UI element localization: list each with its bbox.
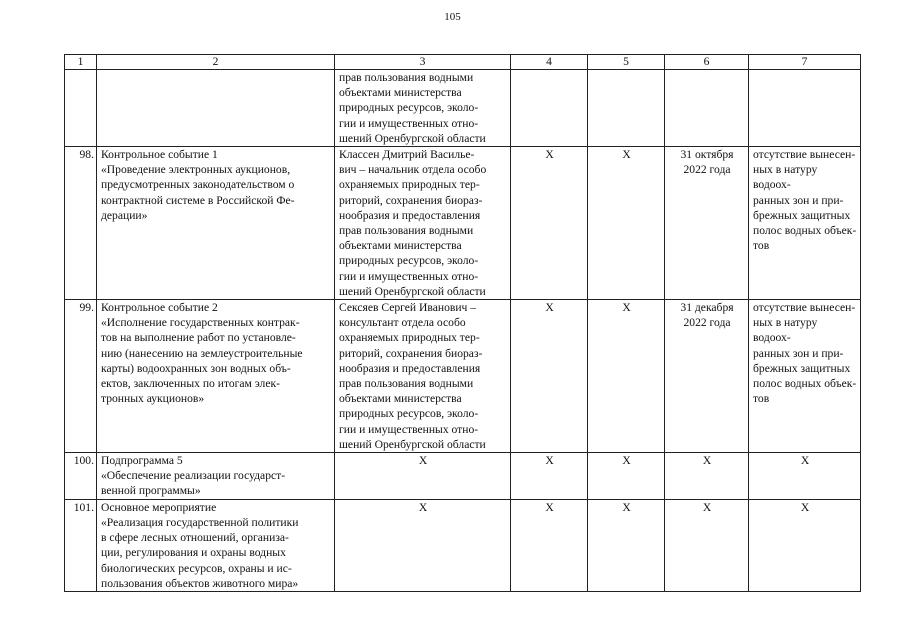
measure-name: Контрольное событие 2 «Исполнение государственных контрак- тов на выполнение работ по установле- нию (нанесению на землеустроительные карты) водоохранных зон водных объ- ектов, заключенных по итогам элек- тронных аукционов» <box>97 300 335 453</box>
row-number: 99. <box>65 300 97 453</box>
cell-col6 <box>665 70 749 147</box>
cell-col4: Х <box>511 453 588 500</box>
table-row <box>65 70 861 147</box>
column-header: 5 <box>588 55 665 70</box>
cell-col4: Х <box>511 300 588 453</box>
cell-col4: Х <box>511 499 588 591</box>
column-header: 4 <box>511 55 588 70</box>
cell-col5: Х <box>588 300 665 453</box>
column-number-row <box>65 55 861 70</box>
cell-col7: отсутствие вынесен- ных в натуру водоох- ранных зон и при- брежных защитных полос водных объек- тов <box>749 147 861 300</box>
cell-col7: Х <box>749 499 861 591</box>
cell-col4: Х <box>511 147 588 300</box>
row-number: 101. <box>65 499 97 591</box>
cell-col6: 31 декабря 2022 года <box>665 300 749 453</box>
responsible-person: Сексяев Сергей Иванович – консультант отдела особо охраняемых природных тер- риторий, сохранения биораз- нообразия и предоставления прав пользования водными объектами министерства природных ресурсов, эколо- гии и имущественных отно- шений Оренбургской области <box>335 300 511 453</box>
cell-col6: Х <box>665 453 749 500</box>
responsible-person: Классен Дмитрий Василье- вич – начальник отдела особо охраняемых природных тер- риторий, сохранения биораз- нообразия и предоставления прав пользования водными объектами министерства природных ресурсов, эколо- гии и имущественных отно- шений Оренбургской области <box>335 147 511 300</box>
column-header: 7 <box>749 55 861 70</box>
cell-col7 <box>749 70 861 147</box>
cell-col7: отсутствие вынесен- ных в натуру водоох- ранных зон и при- брежных защитных полос водных объек- тов <box>749 300 861 453</box>
column-header: 2 <box>97 55 335 70</box>
cell-col4 <box>511 70 588 147</box>
table-row <box>65 453 861 500</box>
cell-col5: Х <box>588 147 665 300</box>
row-number: 98. <box>65 147 97 300</box>
cell-col6: 31 октября 2022 года <box>665 147 749 300</box>
table-row <box>65 300 861 453</box>
page-number: 105 <box>444 11 461 23</box>
row-number <box>65 70 97 147</box>
program-table <box>64 54 861 592</box>
column-header: 1 <box>65 55 97 70</box>
column-header: 6 <box>665 55 749 70</box>
cell-col5: Х <box>588 499 665 591</box>
row-number: 100. <box>65 453 97 500</box>
cell-col5 <box>588 70 665 147</box>
measure-name: Контрольное событие 1 «Проведение электронных аукционов, предусмотренных законодательством о контрактной системе в Российской Фе- дерации» <box>97 147 335 300</box>
cell-col5: Х <box>588 453 665 500</box>
responsible-person: Х <box>335 499 511 591</box>
measure-name: Основное мероприятие «Реализация государственной политики в сфере лесных отношений, организа- ции, регулирования и охраны водных биологических ресурсов, охраны и ис- пользования объектов животного мира» <box>97 499 335 591</box>
measure-name: Подпрограмма 5 «Обеспечение реализации государст- венной программы» <box>97 453 335 500</box>
table-row <box>65 147 861 300</box>
measure-name <box>97 70 335 147</box>
cell-col6: Х <box>665 499 749 591</box>
table-row <box>65 499 861 591</box>
responsible-person: прав пользования водными объектами министерства природных ресурсов, эколо- гии и имущественных отно- шений Оренбургской области <box>335 70 511 147</box>
responsible-person: Х <box>335 453 511 500</box>
column-header: 3 <box>335 55 511 70</box>
cell-col7: Х <box>749 453 861 500</box>
